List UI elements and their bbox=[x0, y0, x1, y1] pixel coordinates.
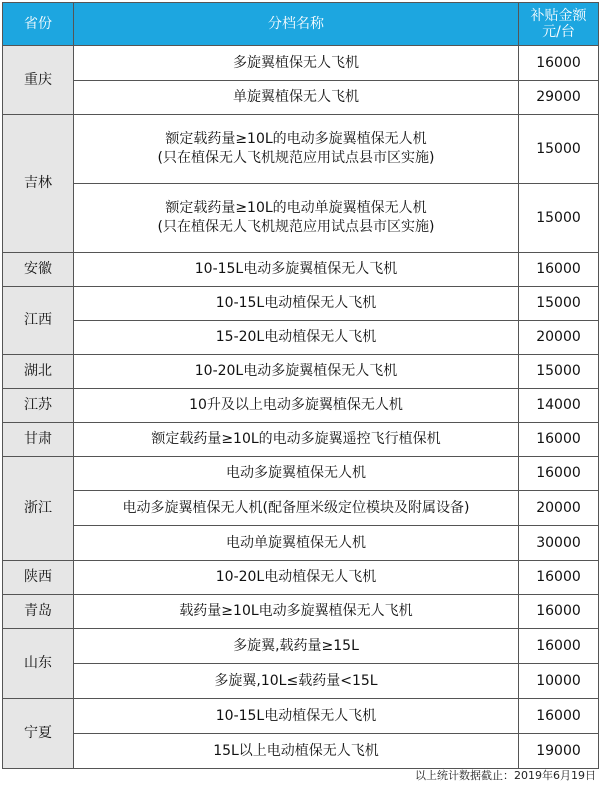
tier-name-cell bbox=[74, 629, 519, 664]
subsidy-amount-cell: 20000 bbox=[519, 321, 599, 355]
tier-name-line: 多旋翼植保无人飞机 bbox=[233, 54, 359, 71]
subsidy-amount-cell: 16000 bbox=[519, 253, 599, 287]
table-row bbox=[3, 184, 599, 253]
province-cell: 安徽 bbox=[3, 253, 74, 287]
tier-name-line: 多旋翼,载药量≥15L bbox=[233, 637, 359, 654]
province-cell: 重庆 bbox=[3, 46, 74, 115]
tier-name-line: 额定载药量≥10L的电动多旋翼遥控飞行植保机 bbox=[151, 431, 441, 447]
province-cell: 陕西 bbox=[3, 561, 74, 595]
tier-name-line: 额定载药量≥10L的电动多旋翼植保无人机 bbox=[165, 131, 427, 147]
subsidy-amount-cell: 15000 bbox=[519, 355, 599, 389]
table-row bbox=[3, 81, 599, 115]
tier-name-line: 10-20L电动多旋翼植保无人飞机 bbox=[194, 363, 398, 379]
tier-name-cell bbox=[74, 321, 519, 355]
tier-name-line: 额定载药量≥10L的电动单旋翼植保无人机 bbox=[165, 200, 427, 216]
table-row bbox=[3, 699, 599, 734]
table-row bbox=[3, 664, 599, 699]
tier-name-line: 载药量≥10L电动多旋翼植保无人飞机 bbox=[179, 603, 413, 619]
tier-name-cell bbox=[74, 423, 519, 457]
tier-name-cell bbox=[74, 355, 519, 389]
subsidy-amount-cell: 15000 bbox=[519, 115, 599, 184]
table-row bbox=[3, 287, 599, 321]
province-cell: 湖北 bbox=[3, 355, 74, 389]
table-row bbox=[3, 595, 599, 629]
header-province: 省份 bbox=[3, 3, 74, 46]
tier-name-line: 10-15L电动植保无人飞机 bbox=[215, 707, 377, 724]
tier-name-line: (只在植保无人飞机规范应用试点县市区实施) bbox=[157, 150, 435, 166]
province-cell: 江西 bbox=[3, 287, 74, 355]
table-row bbox=[3, 46, 599, 81]
subsidy-amount-cell: 29000 bbox=[519, 81, 599, 115]
tier-name-cell bbox=[74, 491, 519, 526]
tier-name-cell bbox=[74, 664, 519, 699]
subsidy-amount-cell: 16000 bbox=[519, 561, 599, 595]
subsidy-amount-cell: 16000 bbox=[519, 423, 599, 457]
header-name: 分档名称 bbox=[74, 3, 519, 46]
subsidy-amount-cell: 15000 bbox=[519, 184, 599, 253]
province-cell: 山东 bbox=[3, 629, 74, 699]
tier-name-cell bbox=[74, 115, 519, 184]
tier-name-cell bbox=[74, 81, 519, 115]
subsidy-amount-cell: 20000 bbox=[519, 491, 599, 526]
table-row bbox=[3, 629, 599, 664]
province-cell: 浙江 bbox=[3, 457, 74, 561]
tier-name-line: 电动单旋翼植保无人机 bbox=[226, 534, 366, 551]
tier-name-line: 电动多旋翼植保无人机(配备厘米级定位模块及附属设备) bbox=[122, 499, 470, 516]
tier-name-cell bbox=[74, 457, 519, 491]
table-body bbox=[3, 46, 599, 769]
province-cell: 青岛 bbox=[3, 595, 74, 629]
tier-name-cell bbox=[74, 699, 519, 734]
tier-name-line: 单旋翼植保无人飞机 bbox=[233, 89, 359, 105]
table-row bbox=[3, 115, 599, 184]
tier-name-line: 15-20L电动植保无人飞机 bbox=[215, 329, 377, 345]
tier-name-cell bbox=[74, 595, 519, 629]
tier-name-line: 10-15L电动多旋翼植保无人飞机 bbox=[194, 261, 398, 277]
table-row bbox=[3, 526, 599, 561]
subsidy-amount-cell: 16000 bbox=[519, 595, 599, 629]
tier-name-cell bbox=[74, 253, 519, 287]
tier-name-cell bbox=[74, 46, 519, 81]
header-amount-line2: 元/台 bbox=[542, 24, 575, 40]
data-date-note: 以上统计数据截止：2019年6月19日 bbox=[415, 769, 596, 782]
tier-name-line: (只在植保无人飞机规范应用试点县市区实施) bbox=[157, 219, 435, 235]
subsidy-amount-cell: 15000 bbox=[519, 287, 599, 321]
subsidy-amount-cell: 19000 bbox=[519, 734, 599, 769]
subsidy-table bbox=[2, 2, 599, 769]
subsidy-amount-cell: 16000 bbox=[519, 699, 599, 734]
subsidy-amount-cell: 16000 bbox=[519, 46, 599, 81]
tier-name-cell bbox=[74, 526, 519, 561]
header-amount-line1: 补贴金额 bbox=[530, 8, 587, 24]
tier-name-cell bbox=[74, 734, 519, 769]
tier-name-cell bbox=[74, 287, 519, 321]
table-row bbox=[3, 423, 599, 457]
province-cell: 江苏 bbox=[3, 389, 74, 423]
tier-name-line: 15L以上电动植保无人飞机 bbox=[213, 742, 379, 759]
table-row bbox=[3, 561, 599, 595]
subsidy-amount-cell: 30000 bbox=[519, 526, 599, 561]
province-cell: 宁夏 bbox=[3, 699, 74, 769]
table-row bbox=[3, 253, 599, 287]
tier-name-line: 多旋翼,10L≤载药量<15L bbox=[214, 672, 378, 689]
tier-name-line: 10升及以上电动多旋翼植保无人机 bbox=[189, 397, 403, 413]
tier-name-line: 电动多旋翼植保无人机 bbox=[226, 465, 366, 481]
header-amount bbox=[519, 3, 599, 46]
tier-name-cell bbox=[74, 184, 519, 253]
subsidy-amount-cell: 10000 bbox=[519, 664, 599, 699]
tier-name-cell bbox=[74, 561, 519, 595]
table-row bbox=[3, 491, 599, 526]
province-cell: 吉林 bbox=[3, 115, 74, 253]
tier-name-line: 10-15L电动植保无人飞机 bbox=[215, 295, 377, 311]
subsidy-amount-cell: 16000 bbox=[519, 457, 599, 491]
subsidy-amount-cell: 14000 bbox=[519, 389, 599, 423]
table-row bbox=[3, 734, 599, 769]
tier-name-line: 10-20L电动植保无人飞机 bbox=[215, 569, 377, 585]
subsidy-amount-cell: 16000 bbox=[519, 629, 599, 664]
table-row bbox=[3, 321, 599, 355]
table-row bbox=[3, 355, 599, 389]
province-cell: 甘肃 bbox=[3, 423, 74, 457]
table-row bbox=[3, 457, 599, 491]
header-row bbox=[3, 3, 599, 46]
tier-name-cell bbox=[74, 389, 519, 423]
table-row bbox=[3, 389, 599, 423]
